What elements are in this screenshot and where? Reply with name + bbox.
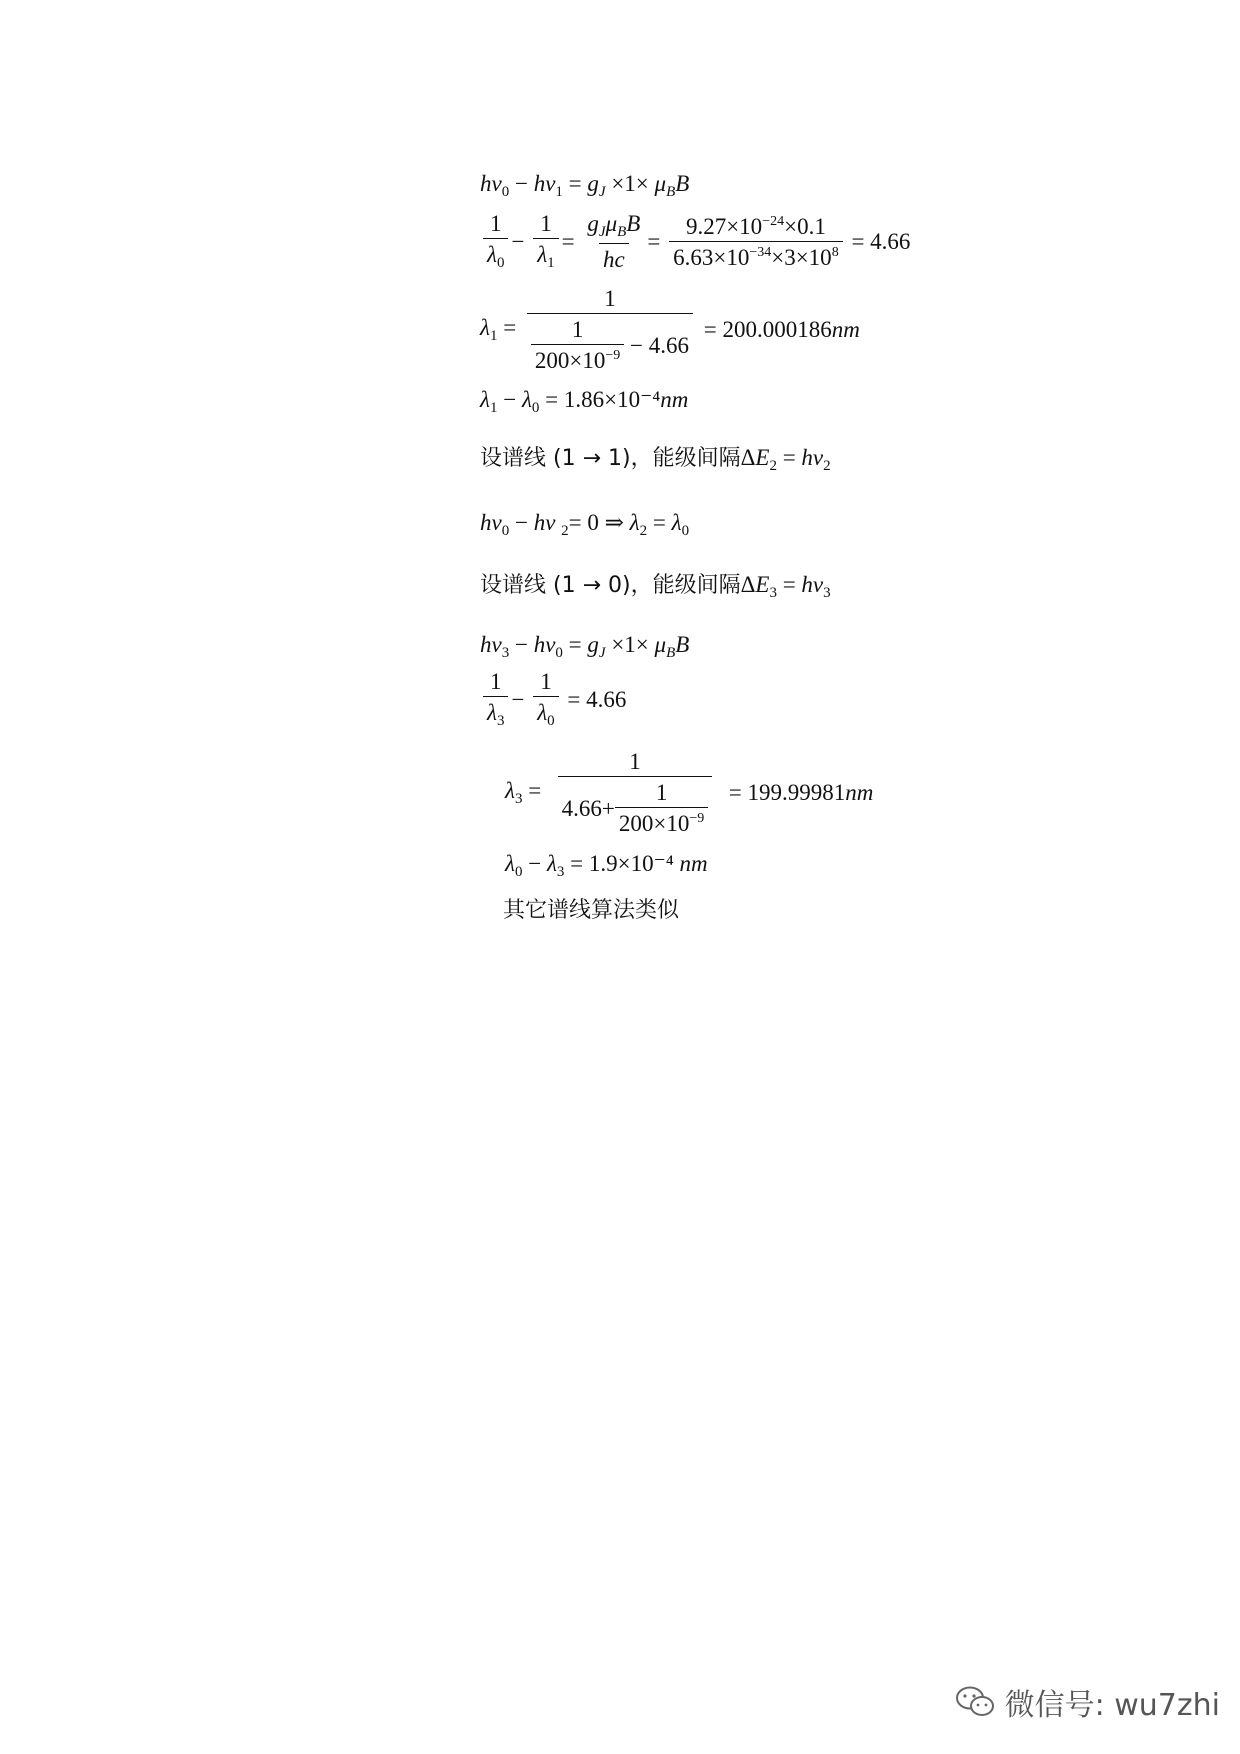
watermark: [955, 1680, 1220, 1724]
equation-4: $\lambda_1 - \lambda_0 = 1.86\times 10^{-4}nm$: [480, 387, 689, 416]
equation-2: $\frac{1}{\lambda_0}$ − $\frac{1}{\lambda_1}$ = $\frac{g_J\mu_BB}{hc}$ = $\frac{9.27\times 10^{-24}\times 0.1}{6.63\times 10^{-34}\times 3\times 10^8}$ = 4.66: [480, 212, 910, 271]
closing-text: 其它谱线算法类似: [503, 898, 680, 923]
equation-8: $h\nu_3 - h\nu_0 = g_J \times 1\times \mu_BB$: [480, 632, 690, 661]
wechat-icon: [955, 1685, 995, 1719]
equation-10: $\lambda_3$ = 1 4.66+ $\frac{1}{200\times 10^{-9}}$ = 199.99981nm: [505, 749, 874, 836]
equation-7: 设谱线 (1 → 0)，能级间隔$\Delta E_3 = h\nu_3$: [480, 572, 831, 601]
equation-1: $h\nu_0 - h\nu_1 = g_J \times 1\times \mu_BB$: [480, 171, 690, 200]
equation-11: $\lambda_0 - \lambda_3 = 1.9\times 10^{-4}$ nm: [505, 851, 708, 880]
equation-6: $h\nu_0 - h\nu$ $_2$= 0 ⇒ $\lambda_2 = \lambda_0$: [480, 510, 690, 539]
equation-9: $\frac{1}{\lambda_3}$ − $\frac{1}{\lambda_0}$ = 4.66: [480, 670, 626, 729]
equation-3: $\lambda_1$ = 1 $\frac{1}{200\times 10^{-9}}$ − 4.66 = 200.000186nm: [480, 286, 860, 373]
equation-5: 设谱线 (1 → 1)，能级间隔$\Delta E_2 = h\nu_2$: [480, 445, 831, 474]
watermark-text: 微信号: wu7zhi: [1004, 1688, 1220, 1723]
